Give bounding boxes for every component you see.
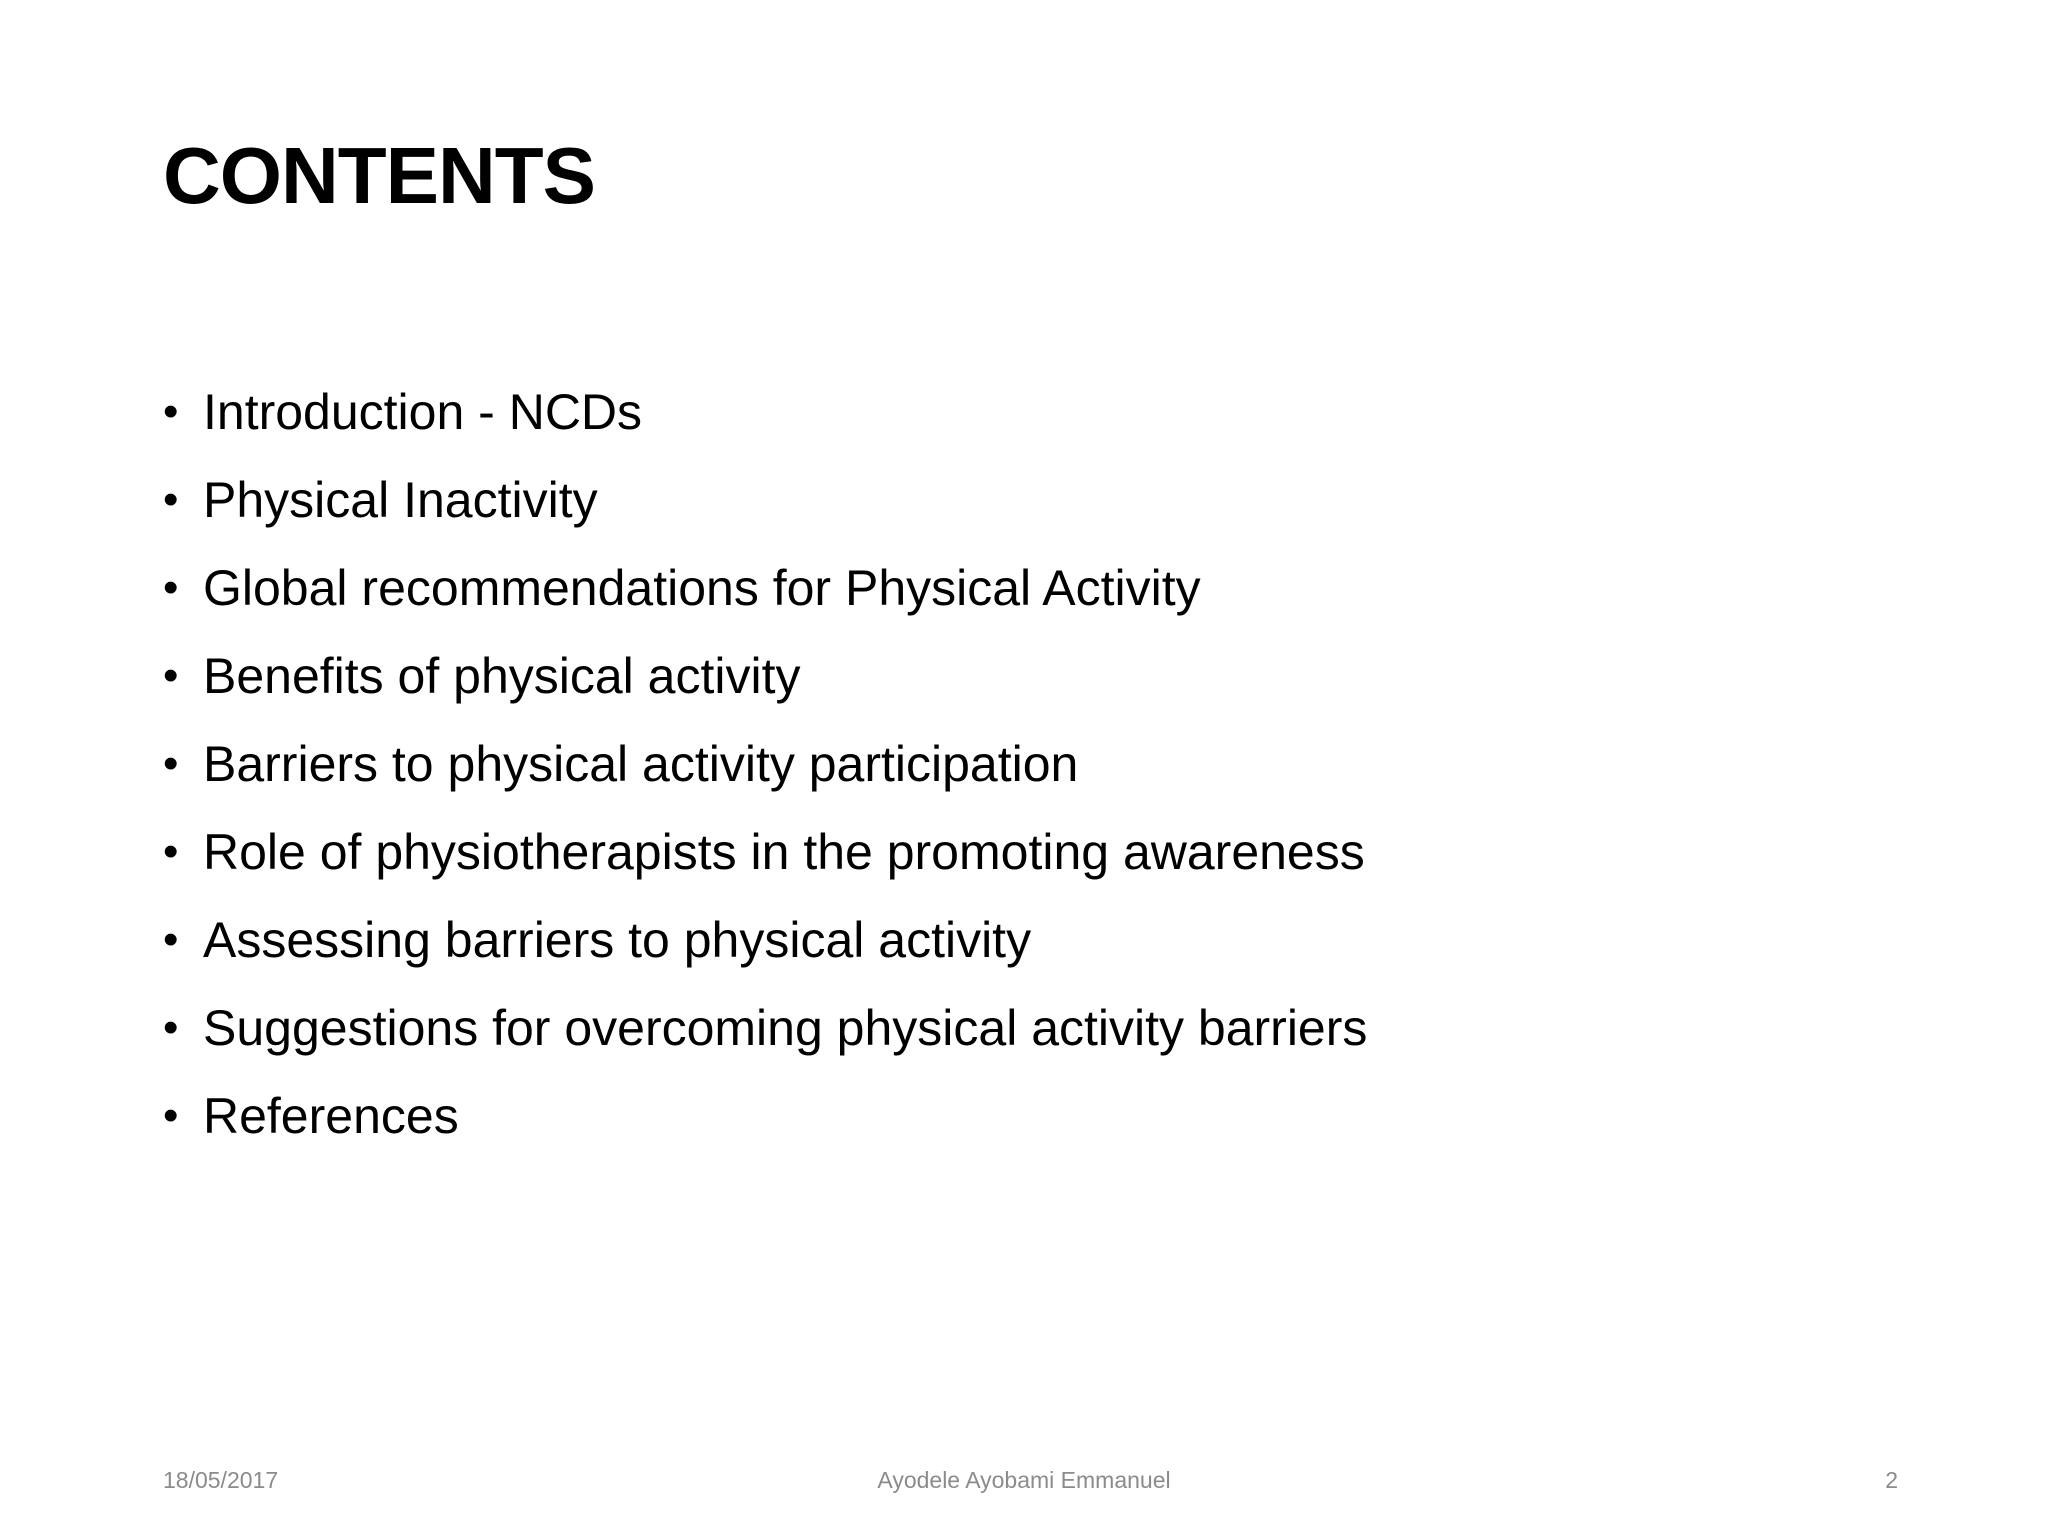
list-item-text: Assessing barriers to physical activity — [203, 912, 1032, 968]
list-item — [163, 808, 1963, 896]
list-item-text: Introduction - NCDs — [203, 384, 643, 440]
bullet-icon: • — [163, 651, 179, 700]
bullet-icon: • — [163, 1003, 179, 1052]
list-item — [163, 1072, 1963, 1160]
bullet-icon: • — [163, 915, 179, 964]
list-item-text: Benefits of physical activity — [203, 648, 801, 704]
list-item-text: Barriers to physical activity participation — [203, 736, 1079, 792]
slide-title: CONTENTS — [163, 131, 595, 220]
list-item — [163, 632, 1963, 720]
contents-list — [163, 368, 1963, 1160]
list-item — [163, 456, 1963, 544]
footer-author: Ayodele Ayobami Emmanuel — [877, 1467, 1171, 1493]
list-item — [163, 544, 1963, 632]
list-item-text: Global recommendations for Physical Activity — [203, 560, 1201, 616]
bullet-icon: • — [163, 563, 179, 612]
list-item-text: Role of physiotherapists in the promoting awareness — [203, 824, 1365, 880]
bullet-icon: • — [163, 475, 179, 524]
bullet-icon: • — [163, 739, 179, 788]
list-item — [163, 368, 1963, 456]
page-number: 2 — [1885, 1467, 1898, 1493]
footer-date: 18/05/2017 — [163, 1467, 279, 1493]
list-item — [163, 984, 1963, 1072]
bullet-icon: • — [163, 387, 179, 436]
bullet-icon: • — [163, 827, 179, 876]
list-item-text: Suggestions for overcoming physical activity barriers — [203, 1000, 1368, 1056]
list-item — [163, 896, 1963, 984]
list-item-text: References — [203, 1088, 459, 1144]
list-item-text: Physical Inactivity — [203, 472, 598, 528]
list-item — [163, 720, 1963, 808]
bullet-icon: • — [163, 1091, 179, 1140]
